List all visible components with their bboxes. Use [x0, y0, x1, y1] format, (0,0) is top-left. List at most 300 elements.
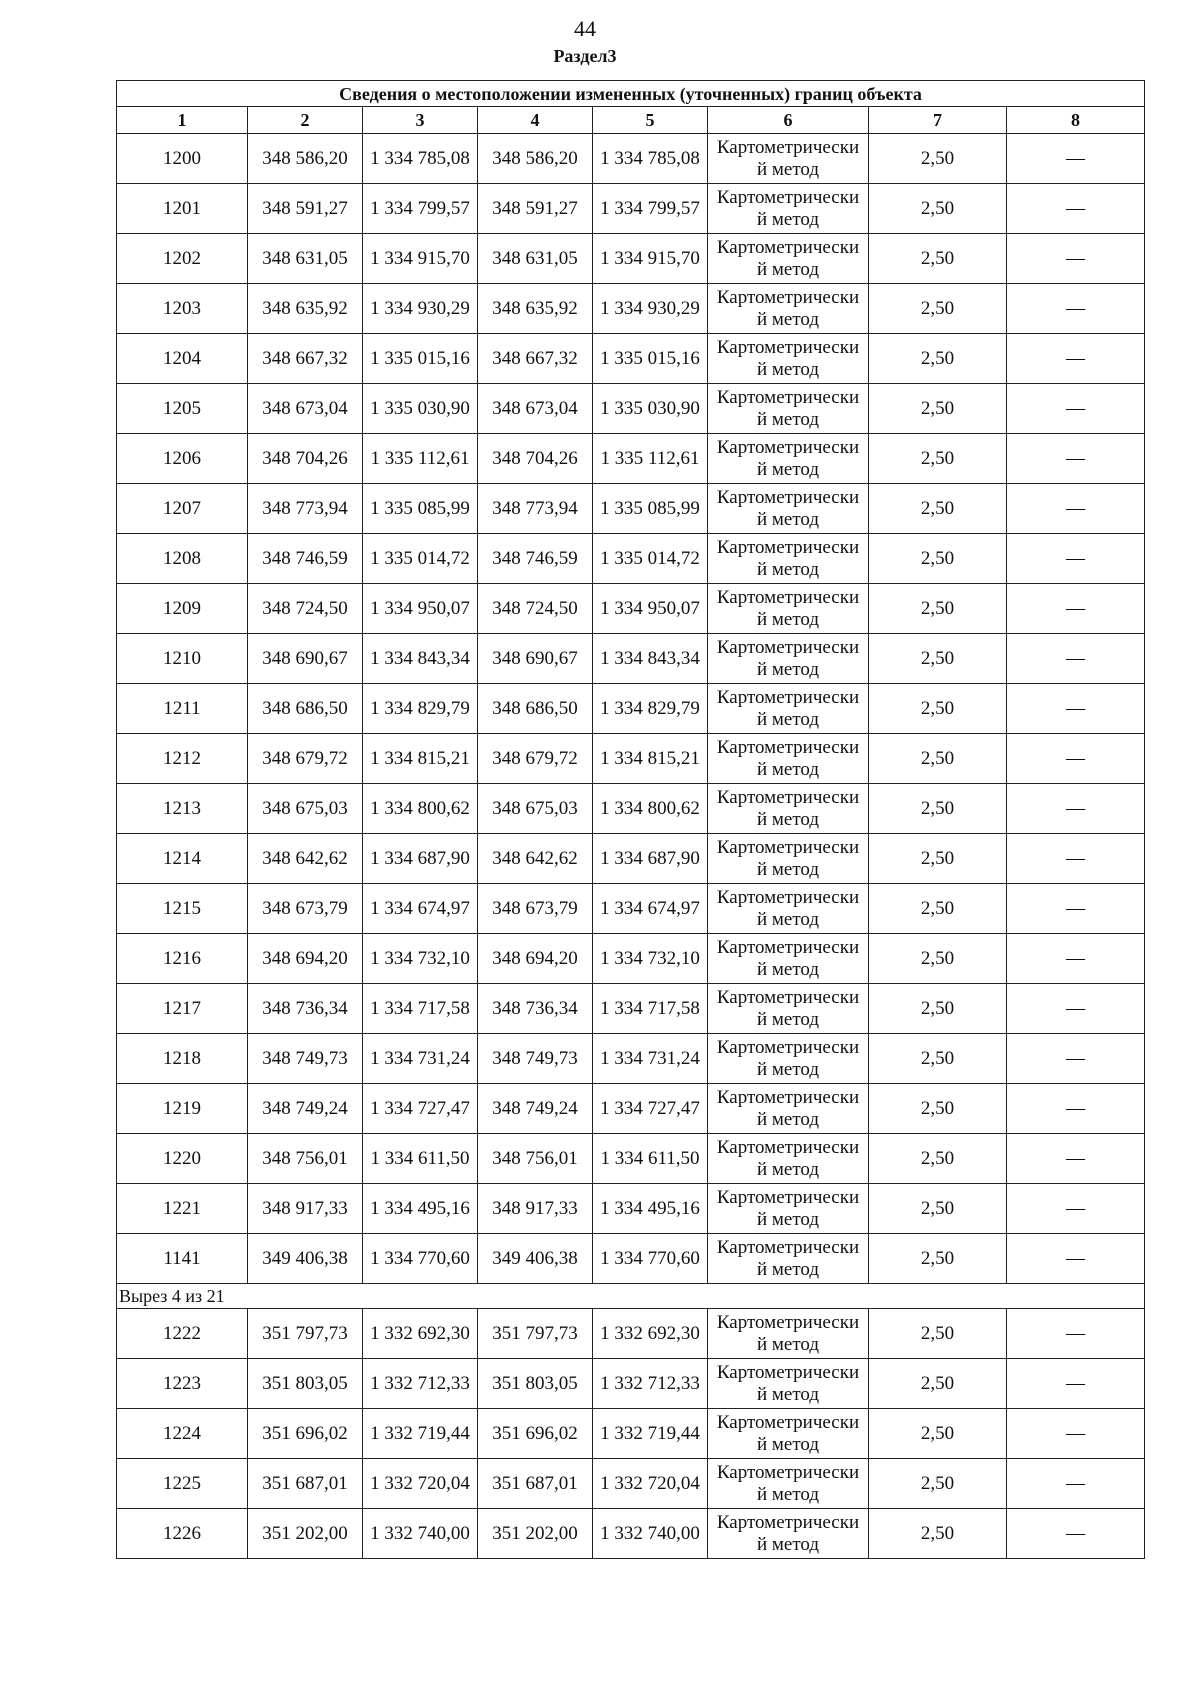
y-coordinate-new-cell: 1 334 915,70 [593, 234, 708, 284]
accuracy-cell: 2,50 [869, 734, 1007, 784]
method-cell [708, 684, 869, 734]
accuracy-cell: 2,50 [869, 1034, 1007, 1084]
method-cell [708, 1234, 869, 1284]
method-line-2: й метод [756, 258, 820, 280]
description-cell: — [1007, 434, 1145, 484]
point-number-cell: 1210 [117, 634, 248, 684]
method-cell [708, 1309, 869, 1359]
y-coordinate-new-cell: 1 334 800,62 [593, 784, 708, 834]
x-coordinate-old-cell: 348 673,04 [248, 384, 363, 434]
table-row [117, 1084, 1145, 1134]
y-coordinate-old-cell: 1 335 015,16 [363, 334, 478, 384]
y-coordinate-new-cell: 1 334 930,29 [593, 284, 708, 334]
method-cell [708, 1359, 869, 1409]
x-coordinate-new-cell: 348 749,73 [478, 1034, 593, 1084]
description-cell: — [1007, 484, 1145, 534]
x-coordinate-new-cell: 351 797,73 [478, 1309, 593, 1359]
method-line-1: Картометрически [716, 486, 860, 508]
x-coordinate-old-cell: 348 667,32 [248, 334, 363, 384]
table-row [117, 1184, 1145, 1234]
y-coordinate-old-cell: 1 332 692,30 [363, 1309, 478, 1359]
description-cell: — [1007, 884, 1145, 934]
table-row [117, 234, 1145, 284]
x-coordinate-new-cell: 348 686,50 [478, 684, 593, 734]
description-cell: — [1007, 684, 1145, 734]
method-line-1: Картометрически [716, 236, 860, 258]
y-coordinate-new-cell: 1 334 687,90 [593, 834, 708, 884]
y-coordinate-old-cell: 1 334 799,57 [363, 184, 478, 234]
accuracy-cell: 2,50 [869, 1184, 1007, 1234]
y-coordinate-new-cell: 1 334 950,07 [593, 584, 708, 634]
y-coordinate-old-cell: 1 334 785,08 [363, 134, 478, 184]
method-line-1: Картометрически [716, 1361, 860, 1383]
y-coordinate-new-cell: 1 334 611,50 [593, 1134, 708, 1184]
method-line-2: й метод [756, 1333, 820, 1355]
y-coordinate-old-cell: 1 332 719,44 [363, 1409, 478, 1459]
column-header: 5 [593, 107, 708, 134]
point-number-cell: 1209 [117, 584, 248, 634]
x-coordinate-old-cell: 348 749,24 [248, 1084, 363, 1134]
point-number-cell: 1204 [117, 334, 248, 384]
table-row [117, 1459, 1145, 1509]
table-row [117, 1359, 1145, 1409]
y-coordinate-new-cell: 1 335 030,90 [593, 384, 708, 434]
table-row [117, 584, 1145, 634]
method-line-1: Картометрически [716, 1511, 860, 1533]
y-coordinate-new-cell: 1 332 740,00 [593, 1509, 708, 1559]
x-coordinate-new-cell: 348 635,92 [478, 284, 593, 334]
method-cell [708, 234, 869, 284]
table-row [117, 334, 1145, 384]
method-cell [708, 1084, 869, 1134]
point-number-cell: 1206 [117, 434, 248, 484]
point-number-cell: 1205 [117, 384, 248, 434]
description-cell: — [1007, 1409, 1145, 1459]
description-cell: — [1007, 834, 1145, 884]
x-coordinate-old-cell: 348 635,92 [248, 284, 363, 334]
accuracy-cell: 2,50 [869, 584, 1007, 634]
method-line-2: й метод [756, 808, 820, 830]
x-coordinate-new-cell: 348 679,72 [478, 734, 593, 784]
cut-label-row [117, 1284, 1145, 1309]
accuracy-cell: 2,50 [869, 534, 1007, 584]
accuracy-cell: 2,50 [869, 834, 1007, 884]
point-number-cell: 1226 [117, 1509, 248, 1559]
y-coordinate-old-cell: 1 334 829,79 [363, 684, 478, 734]
x-coordinate-new-cell: 348 642,62 [478, 834, 593, 884]
point-number-cell: 1213 [117, 784, 248, 834]
cut-label: Вырез 4 из 21 [117, 1284, 1145, 1309]
column-header: 2 [248, 107, 363, 134]
y-coordinate-old-cell: 1 334 717,58 [363, 984, 478, 1034]
x-coordinate-new-cell: 351 803,05 [478, 1359, 593, 1409]
method-cell [708, 1034, 869, 1084]
point-number-cell: 1218 [117, 1034, 248, 1084]
description-cell: — [1007, 1359, 1145, 1409]
x-coordinate-old-cell: 351 797,73 [248, 1309, 363, 1359]
point-number-cell: 1202 [117, 234, 248, 284]
y-coordinate-old-cell: 1 334 611,50 [363, 1134, 478, 1184]
description-cell: — [1007, 984, 1145, 1034]
table-row [117, 434, 1145, 484]
accuracy-cell: 2,50 [869, 634, 1007, 684]
method-cell [708, 1184, 869, 1234]
column-header: 8 [1007, 107, 1145, 134]
method-line-1: Картометрически [716, 1236, 860, 1258]
point-number-cell: 1216 [117, 934, 248, 984]
y-coordinate-new-cell: 1 334 727,47 [593, 1084, 708, 1134]
accuracy-cell: 2,50 [869, 1359, 1007, 1409]
method-line-2: й метод [756, 608, 820, 630]
y-coordinate-new-cell: 1 334 732,10 [593, 934, 708, 984]
point-number-cell: 1203 [117, 284, 248, 334]
y-coordinate-new-cell: 1 334 731,24 [593, 1034, 708, 1084]
table-row [117, 734, 1145, 784]
method-line-1: Картометрически [716, 286, 860, 308]
y-coordinate-new-cell: 1 335 014,72 [593, 534, 708, 584]
method-line-2: й метод [756, 658, 820, 680]
description-cell: — [1007, 734, 1145, 784]
accuracy-cell: 2,50 [869, 1084, 1007, 1134]
column-header: 7 [869, 107, 1007, 134]
y-coordinate-old-cell: 1 334 815,21 [363, 734, 478, 784]
y-coordinate-new-cell: 1 334 785,08 [593, 134, 708, 184]
method-cell [708, 634, 869, 684]
description-cell: — [1007, 1034, 1145, 1084]
y-coordinate-new-cell: 1 334 717,58 [593, 984, 708, 1034]
description-cell: — [1007, 1084, 1145, 1134]
method-line-1: Картометрически [716, 986, 860, 1008]
method-cell [708, 434, 869, 484]
description-cell: — [1007, 1134, 1145, 1184]
method-cell [708, 484, 869, 534]
x-coordinate-old-cell: 348 736,34 [248, 984, 363, 1034]
method-line-2: й метод [756, 1208, 820, 1230]
accuracy-cell: 2,50 [869, 434, 1007, 484]
x-coordinate-new-cell: 348 675,03 [478, 784, 593, 834]
table-row [117, 1509, 1145, 1559]
method-cell [708, 284, 869, 334]
x-coordinate-new-cell: 351 696,02 [478, 1409, 593, 1459]
method-line-2: й метод [756, 1483, 820, 1505]
x-coordinate-new-cell: 348 773,94 [478, 484, 593, 534]
x-coordinate-old-cell: 351 696,02 [248, 1409, 363, 1459]
table-row [117, 1234, 1145, 1284]
method-line-1: Картометрически [716, 936, 860, 958]
method-line-2: й метод [756, 508, 820, 530]
x-coordinate-new-cell: 348 749,24 [478, 1084, 593, 1134]
method-line-1: Картометрически [716, 136, 860, 158]
method-cell [708, 934, 869, 984]
y-coordinate-old-cell: 1 334 800,62 [363, 784, 478, 834]
method-line-1: Картометрически [716, 336, 860, 358]
method-line-1: Картометрически [716, 436, 860, 458]
point-number-cell: 1208 [117, 534, 248, 584]
description-cell: — [1007, 1459, 1145, 1509]
x-coordinate-new-cell: 348 667,32 [478, 334, 593, 384]
x-coordinate-old-cell: 348 675,03 [248, 784, 363, 834]
y-coordinate-new-cell: 1 334 815,21 [593, 734, 708, 784]
method-line-1: Картометрически [716, 836, 860, 858]
method-line-1: Картометрически [716, 1186, 860, 1208]
x-coordinate-new-cell: 348 724,50 [478, 584, 593, 634]
method-line-2: й метод [756, 458, 820, 480]
method-line-2: й метод [756, 358, 820, 380]
x-coordinate-new-cell: 348 673,04 [478, 384, 593, 434]
y-coordinate-old-cell: 1 332 720,04 [363, 1459, 478, 1509]
x-coordinate-old-cell: 348 631,05 [248, 234, 363, 284]
x-coordinate-old-cell: 348 694,20 [248, 934, 363, 984]
x-coordinate-old-cell: 349 406,38 [248, 1234, 363, 1284]
table-title: Сведения о местоположении измененных (уточненных) границ объекта [117, 81, 1145, 107]
method-line-2: й метод [756, 1158, 820, 1180]
point-number-cell: 1221 [117, 1184, 248, 1234]
method-line-1: Картометрически [716, 586, 860, 608]
method-line-1: Картометрически [716, 1036, 860, 1058]
table-row [117, 284, 1145, 334]
method-line-1: Картометрически [716, 886, 860, 908]
method-cell [708, 1459, 869, 1509]
table-row [117, 884, 1145, 934]
x-coordinate-new-cell: 348 586,20 [478, 134, 593, 184]
y-coordinate-new-cell: 1 334 770,60 [593, 1234, 708, 1284]
column-header: 4 [478, 107, 593, 134]
method-line-2: й метод [756, 558, 820, 580]
y-coordinate-new-cell: 1 334 495,16 [593, 1184, 708, 1234]
y-coordinate-old-cell: 1 332 712,33 [363, 1359, 478, 1409]
accuracy-cell: 2,50 [869, 334, 1007, 384]
table-row [117, 184, 1145, 234]
table-body [117, 134, 1145, 1559]
x-coordinate-new-cell: 348 756,01 [478, 1134, 593, 1184]
x-coordinate-old-cell: 348 679,72 [248, 734, 363, 784]
x-coordinate-old-cell: 348 746,59 [248, 534, 363, 584]
x-coordinate-old-cell: 348 673,79 [248, 884, 363, 934]
method-cell [708, 784, 869, 834]
table-row [117, 384, 1145, 434]
boundary-coordinates-table [116, 80, 1145, 1559]
accuracy-cell: 2,50 [869, 1509, 1007, 1559]
accuracy-cell: 2,50 [869, 384, 1007, 434]
description-cell: — [1007, 534, 1145, 584]
method-cell [708, 1134, 869, 1184]
accuracy-cell: 2,50 [869, 234, 1007, 284]
method-line-2: й метод [756, 858, 820, 880]
method-line-2: й метод [756, 308, 820, 330]
y-coordinate-new-cell: 1 335 085,99 [593, 484, 708, 534]
point-number-cell: 1201 [117, 184, 248, 234]
point-number-cell: 1217 [117, 984, 248, 1034]
y-coordinate-new-cell: 1 334 843,34 [593, 634, 708, 684]
method-line-1: Картометрически [716, 686, 860, 708]
y-coordinate-new-cell: 1 332 712,33 [593, 1359, 708, 1409]
method-cell [708, 534, 869, 584]
x-coordinate-new-cell: 348 690,67 [478, 634, 593, 684]
table-row [117, 134, 1145, 184]
y-coordinate-old-cell: 1 334 770,60 [363, 1234, 478, 1284]
y-coordinate-old-cell: 1 334 495,16 [363, 1184, 478, 1234]
method-line-2: й метод [756, 1258, 820, 1280]
page-number: 44 [574, 16, 596, 41]
y-coordinate-new-cell: 1 335 112,61 [593, 434, 708, 484]
method-cell [708, 384, 869, 434]
accuracy-cell: 2,50 [869, 284, 1007, 334]
method-line-2: й метод [756, 758, 820, 780]
table-row [117, 534, 1145, 584]
method-cell [708, 734, 869, 784]
method-line-1: Картометрически [716, 386, 860, 408]
y-coordinate-new-cell: 1 335 015,16 [593, 334, 708, 384]
method-line-1: Картометрически [716, 736, 860, 758]
table-row [117, 684, 1145, 734]
x-coordinate-new-cell: 348 631,05 [478, 234, 593, 284]
point-number-cell: 1212 [117, 734, 248, 784]
point-number-cell: 1211 [117, 684, 248, 734]
point-number-cell: 1220 [117, 1134, 248, 1184]
method-line-1: Картометрически [716, 786, 860, 808]
x-coordinate-new-cell: 348 736,34 [478, 984, 593, 1034]
y-coordinate-new-cell: 1 334 674,97 [593, 884, 708, 934]
method-line-2: й метод [756, 708, 820, 730]
description-cell: — [1007, 634, 1145, 684]
method-line-1: Картометрически [716, 1411, 860, 1433]
y-coordinate-old-cell: 1 334 727,47 [363, 1084, 478, 1134]
point-number-cell: 1207 [117, 484, 248, 534]
table-row [117, 784, 1145, 834]
point-number-cell: 1219 [117, 1084, 248, 1134]
table-row [117, 1134, 1145, 1184]
x-coordinate-old-cell: 348 756,01 [248, 1134, 363, 1184]
method-cell [708, 984, 869, 1034]
y-coordinate-old-cell: 1 335 112,61 [363, 434, 478, 484]
method-cell [708, 1409, 869, 1459]
table-row [117, 1034, 1145, 1084]
method-line-1: Картометрически [716, 1086, 860, 1108]
description-cell: — [1007, 234, 1145, 284]
y-coordinate-old-cell: 1 334 950,07 [363, 584, 478, 634]
x-coordinate-old-cell: 348 749,73 [248, 1034, 363, 1084]
y-coordinate-old-cell: 1 334 732,10 [363, 934, 478, 984]
table-row [117, 934, 1145, 984]
y-coordinate-new-cell: 1 334 799,57 [593, 184, 708, 234]
method-line-1: Картометрически [716, 1311, 860, 1333]
point-number-cell: 1222 [117, 1309, 248, 1359]
method-line-1: Картометрически [716, 636, 860, 658]
description-cell: — [1007, 584, 1145, 634]
y-coordinate-new-cell: 1 334 829,79 [593, 684, 708, 734]
y-coordinate-new-cell: 1 332 719,44 [593, 1409, 708, 1459]
x-coordinate-old-cell: 348 690,67 [248, 634, 363, 684]
description-cell: — [1007, 1234, 1145, 1284]
accuracy-cell: 2,50 [869, 684, 1007, 734]
column-header: 1 [117, 107, 248, 134]
table-row [117, 834, 1145, 884]
y-coordinate-old-cell: 1 334 843,34 [363, 634, 478, 684]
point-number-cell: 1200 [117, 134, 248, 184]
x-coordinate-new-cell: 351 202,00 [478, 1509, 593, 1559]
point-number-cell: 1214 [117, 834, 248, 884]
method-cell [708, 334, 869, 384]
x-coordinate-old-cell: 348 686,50 [248, 684, 363, 734]
x-coordinate-old-cell: 348 704,26 [248, 434, 363, 484]
column-header: 6 [708, 107, 869, 134]
method-cell [708, 834, 869, 884]
accuracy-cell: 2,50 [869, 784, 1007, 834]
column-header: 3 [363, 107, 478, 134]
x-coordinate-new-cell: 351 687,01 [478, 1459, 593, 1509]
method-cell [708, 134, 869, 184]
description-cell: — [1007, 934, 1145, 984]
x-coordinate-old-cell: 351 687,01 [248, 1459, 363, 1509]
point-number-cell: 1224 [117, 1409, 248, 1459]
description-cell: — [1007, 284, 1145, 334]
description-cell: — [1007, 784, 1145, 834]
y-coordinate-old-cell: 1 334 674,97 [363, 884, 478, 934]
description-cell: — [1007, 134, 1145, 184]
accuracy-cell: 2,50 [869, 984, 1007, 1034]
description-cell: — [1007, 184, 1145, 234]
accuracy-cell: 2,50 [869, 134, 1007, 184]
accuracy-cell: 2,50 [869, 934, 1007, 984]
x-coordinate-new-cell: 348 746,59 [478, 534, 593, 584]
y-coordinate-old-cell: 1 335 085,99 [363, 484, 478, 534]
x-coordinate-old-cell: 348 773,94 [248, 484, 363, 534]
y-coordinate-old-cell: 1 334 915,70 [363, 234, 478, 284]
x-coordinate-old-cell: 348 591,27 [248, 184, 363, 234]
y-coordinate-old-cell: 1 334 687,90 [363, 834, 478, 884]
x-coordinate-new-cell: 348 704,26 [478, 434, 593, 484]
x-coordinate-old-cell: 348 917,33 [248, 1184, 363, 1234]
accuracy-cell: 2,50 [869, 1309, 1007, 1359]
x-coordinate-new-cell: 348 917,33 [478, 1184, 593, 1234]
section-title: Раздел3 [553, 46, 617, 66]
x-coordinate-old-cell: 348 724,50 [248, 584, 363, 634]
method-line-2: й метод [756, 958, 820, 980]
method-line-2: й метод [756, 208, 820, 230]
method-line-2: й метод [756, 1533, 820, 1555]
y-coordinate-old-cell: 1 335 014,72 [363, 534, 478, 584]
method-line-1: Картометрически [716, 186, 860, 208]
method-line-2: й метод [756, 1008, 820, 1030]
table-row [117, 1409, 1145, 1459]
table-row [117, 634, 1145, 684]
table-row [117, 1309, 1145, 1359]
point-number-cell: 1215 [117, 884, 248, 934]
method-cell [708, 884, 869, 934]
y-coordinate-old-cell: 1 335 030,90 [363, 384, 478, 434]
accuracy-cell: 2,50 [869, 1459, 1007, 1509]
description-cell: — [1007, 1184, 1145, 1234]
x-coordinate-old-cell: 351 803,05 [248, 1359, 363, 1409]
y-coordinate-new-cell: 1 332 720,04 [593, 1459, 708, 1509]
accuracy-cell: 2,50 [869, 1409, 1007, 1459]
description-cell: — [1007, 1509, 1145, 1559]
y-coordinate-new-cell: 1 332 692,30 [593, 1309, 708, 1359]
accuracy-cell: 2,50 [869, 184, 1007, 234]
accuracy-cell: 2,50 [869, 1134, 1007, 1184]
description-cell: — [1007, 334, 1145, 384]
method-line-2: й метод [756, 1058, 820, 1080]
table-row [117, 484, 1145, 534]
method-line-2: й метод [756, 1108, 820, 1130]
x-coordinate-new-cell: 348 673,79 [478, 884, 593, 934]
method-line-2: й метод [756, 908, 820, 930]
y-coordinate-old-cell: 1 334 731,24 [363, 1034, 478, 1084]
point-number-cell: 1225 [117, 1459, 248, 1509]
method-line-1: Картометрически [716, 536, 860, 558]
accuracy-cell: 2,50 [869, 1234, 1007, 1284]
description-cell: — [1007, 384, 1145, 434]
